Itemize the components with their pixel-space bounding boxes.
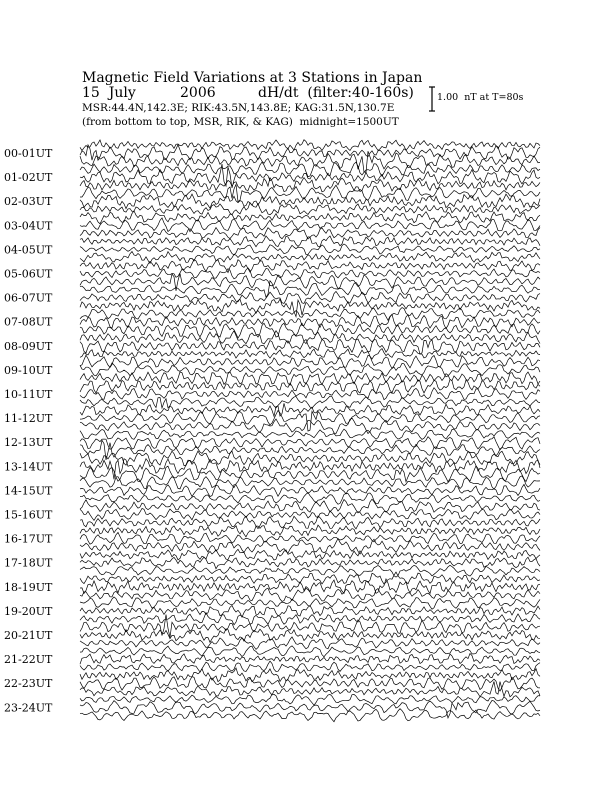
trace-kag [80, 403, 540, 416]
hour-label: 08-09UT [4, 339, 53, 353]
trace-rik [80, 244, 540, 255]
hour-label: 09-10UT [4, 363, 53, 377]
hour-label: 01-02UT [4, 171, 53, 185]
trace-msr [80, 323, 540, 338]
hour-label: 03-04UT [4, 219, 53, 233]
trace-kag [80, 499, 540, 513]
trace-rik [80, 459, 540, 480]
trace-msr [80, 396, 540, 408]
trace-msr [80, 493, 540, 505]
hour-label: 16-17UT [4, 532, 53, 546]
trace-rik [80, 339, 540, 354]
trace-rik [80, 509, 540, 521]
stations-label: MSR:44.4N,142.3E; RIK:43.5N,143.8E; KAG:31.5N,130.7E [82, 102, 395, 114]
scale-label: 1.00 nT at T=80s [437, 92, 524, 103]
trace-rik [80, 268, 540, 279]
trace-msr [80, 637, 540, 650]
hour-label-group [4, 147, 53, 714]
hour-label: 19-20UT [4, 604, 53, 618]
trace-msr [80, 588, 540, 601]
hour-label: 13-14UT [4, 460, 53, 474]
filter-label: dH/dt (filter:40-160s) [258, 85, 414, 101]
order-note: (from bottom to top, MSR, RIK, & KAG) midnight=1500UT [82, 116, 399, 128]
trace-rik [80, 532, 540, 544]
trace-kag [80, 549, 540, 560]
trace-kag [80, 476, 540, 489]
trace-msr [80, 661, 540, 672]
hour-label: 07-08UT [4, 315, 53, 329]
trace-msr [80, 539, 540, 555]
trace-kag [80, 281, 540, 298]
trace-msr [80, 372, 540, 385]
hour-label: 06-07UT [4, 291, 53, 305]
trace-rik [80, 218, 540, 232]
trace-kag [80, 331, 540, 344]
trace-group [80, 140, 540, 722]
trace-kag [80, 668, 540, 682]
date-label: 15 July [82, 85, 136, 101]
trace-msr [80, 418, 540, 433]
hour-label: 14-15UT [4, 484, 53, 498]
hour-label: 18-19UT [4, 580, 53, 594]
year-label: 2006 [180, 85, 216, 101]
hour-label: 15-16UT [4, 508, 53, 522]
trace-msr [80, 709, 540, 722]
hour-label: 10-11UT [4, 388, 53, 401]
trace-rik [80, 606, 540, 618]
trace-rik [80, 677, 540, 691]
trace-msr [80, 682, 540, 697]
trace-kag [80, 646, 540, 657]
hour-label: 20-21UT [4, 629, 53, 642]
hour-label: 11-12UT [4, 412, 53, 426]
trace-kag [80, 525, 540, 537]
trace-rik [80, 484, 540, 496]
trace-msr [80, 349, 540, 359]
trace-kag [80, 597, 540, 609]
trace-msr [80, 299, 540, 317]
trace-rik [80, 291, 540, 303]
trace-rik [80, 654, 540, 665]
trace-kag [80, 162, 540, 177]
trace-rik [80, 388, 540, 400]
trace-kag [80, 429, 540, 439]
trace-rik [80, 629, 540, 643]
hour-label: 23-24UT [4, 701, 53, 715]
trace-msr [80, 252, 540, 264]
trace-rik [80, 557, 540, 569]
hour-label: 21-22UT [4, 653, 53, 667]
hour-label: 00-01UT [4, 147, 53, 160]
hour-label: 04-05UT [4, 243, 53, 257]
hour-label: 22-23UT [4, 677, 53, 691]
hour-label: 02-03UT [4, 195, 53, 209]
hour-label: 05-06UT [4, 267, 53, 281]
trace-kag [80, 236, 540, 247]
trace-msr [80, 203, 540, 215]
hour-label: 12-13UT [4, 436, 53, 450]
hour-label: 17-18UT [4, 556, 53, 570]
trace-msr [80, 440, 540, 460]
trace-msr [80, 565, 540, 577]
chart-title: Magnetic Field Variations at 3 Stations in Japan [82, 70, 423, 86]
